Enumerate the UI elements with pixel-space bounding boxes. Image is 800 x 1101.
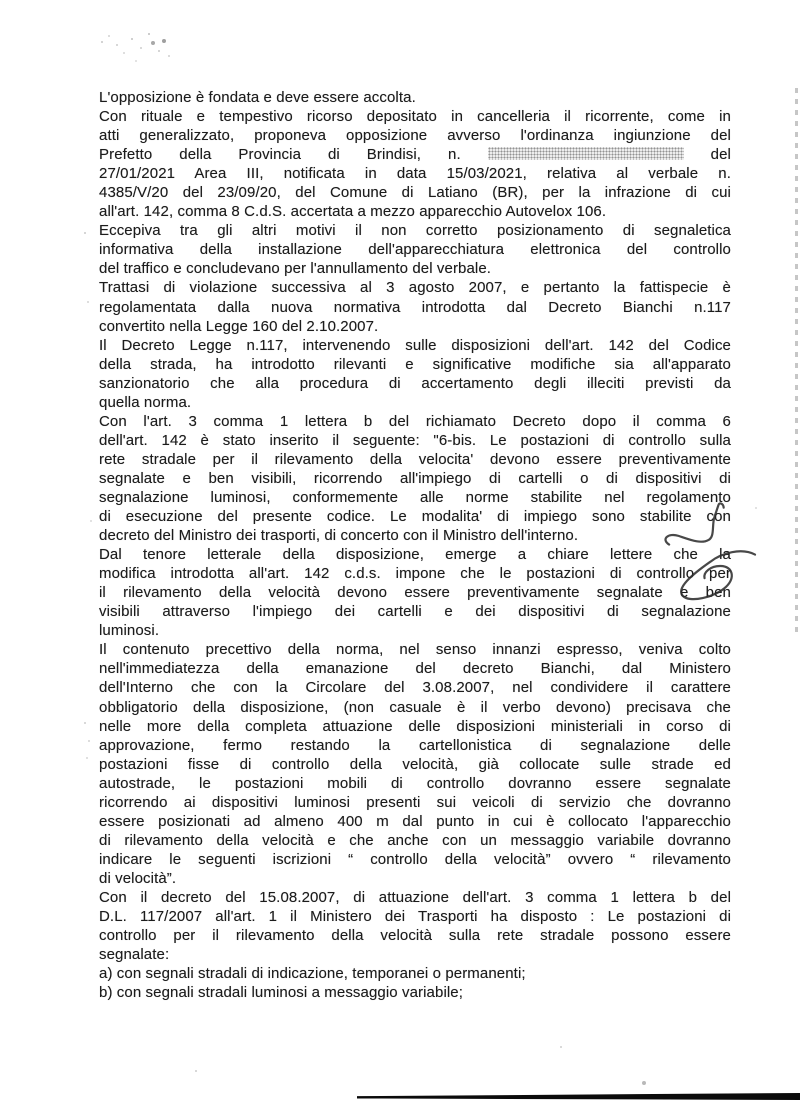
text-line: quella norma. [99, 393, 192, 411]
text-line: essere posizionati ad almeno 400 m dal punto in cui è collocato l'apparecchio [99, 812, 731, 830]
text-line: dell'art. 142 è stato inserito il seguente: "6-bis. Le postazioni di controllo sulla [99, 431, 731, 449]
text-line: Dal tenore letterale della disposizione, emerge a chiare lettere che la [99, 546, 731, 564]
text-line: informativa della installazione dell'apparecchiatura elettronica del controllo [99, 241, 731, 259]
text-line: Con il decreto del 15.08.2007, di attuazione dell'art. 3 comma 1 lettera b del [99, 888, 731, 906]
text-line: indicare le seguenti iscrizioni “ controllo della velocità” ovvero “ rilevamento [99, 850, 731, 868]
text-line: segnalazione luminosi, conformemente alle norme stabilite nel regolamento [99, 488, 731, 506]
scan-noise-speckles [0, 0, 2, 2]
text-line: b) con segnali stradali luminosi a messaggio variabile; [99, 984, 464, 1002]
text-line: 27/01/2021 Area III, notificata in data 15/03/2021, relativa al verbale n. [99, 165, 731, 183]
bottom-scan-edge [357, 1093, 800, 1100]
text-line: regolamentata dalla nuova normativa introdotta dal Decreto Bianchi n.117 [99, 298, 731, 316]
text-line: 4385/V/20 del 23/09/20, del Comune di Latiano (BR), per la infrazione di cui [99, 184, 731, 202]
text-line: dell'Interno che con la Circolare del 3.08.2007, nel condividere il carattere [99, 679, 731, 697]
text-line: nell'immediatezza della emanazione del decreto Bianchi, dal Ministero [99, 660, 731, 678]
text-line: luminosi. [99, 622, 160, 640]
text-line: Il Decreto Legge n.117, intervenendo sulle disposizioni dell'art. 142 del Codice [99, 336, 731, 354]
text-line: D.L. 117/2007 all'art. 1 il Ministero dei Trasporti ha disposto : Le postazioni di [99, 908, 731, 926]
text-line: segnalate e ben visibili, ricorrendo all'impiego di cartelli o di dispositivi di [99, 469, 731, 487]
text-line: nelle more della completa attuazione delle disposizioni ministeriali in corso di [99, 717, 731, 735]
text-line: approvazione, fermo restando la cartellonistica di segnalazione delle [99, 736, 731, 754]
text-line: del traffico e concludevano per l'annullamento del verbale. [99, 260, 492, 278]
text-line: il rilevamento della velocità devono essere preventivamente segnalate e ben [99, 584, 731, 602]
redaction-block [488, 147, 684, 160]
text-line: obbligatorio della disposizione, (non casuale è il verbo devono) precisava che [99, 698, 731, 716]
text-line: di velocità”. [99, 869, 177, 887]
text-line: a) con segnali stradali di indicazione, temporanei o permanenti; [99, 965, 526, 983]
text-line: atti generalizzato, proponeva opposizione avverso l'ordinanza ingiunzione del [99, 127, 731, 145]
text-line: di esecuzione del presente codice. Le modalita' di impiego sono stabilite con [99, 508, 731, 526]
text-line: L'opposizione è fondata e deve essere accolta. [99, 89, 416, 106]
text-line: modifica introdotta all'art. 142 c.d.s. impone che le postazioni di controllo per [99, 565, 731, 583]
text-segment-after-redaction: del [710, 146, 731, 164]
right-edge-dashed-scan-line [795, 88, 798, 633]
text-line: sanzionatorio che alla procedura di accertamento degli illeciti previsti da [99, 374, 731, 392]
text-line: rete stradale per il rilevamento della velocita' devono essere preventivamente [99, 450, 731, 468]
text-line: all'art. 142, comma 8 C.d.S. accertata a mezzo apparecchio Autovelox 106. [99, 203, 607, 221]
text-line: Il contenuto precettivo della norma, nel senso innanzi espresso, veniva colto [99, 641, 731, 659]
text-line: convertito nella Legge 160 del 2.10.2007. [99, 317, 379, 335]
text-line: decreto del Ministro dei trasporti, di concerto con il Ministro dell'interno. [99, 527, 579, 545]
text-line: della strada, ha introdotto rilevanti e significative modifiche sia all'apparato [99, 355, 731, 373]
text-line: visibili attraverso l'impiego dei cartelli e dei dispositivi di segnalazione [99, 603, 731, 621]
text-line [99, 145, 731, 164]
text-line: Con l'art. 3 comma 1 lettera b del richiamato Decreto dopo il comma 6 [99, 412, 731, 430]
document-text [99, 88, 731, 1002]
text-line: di rilevamento della velocità e che anche con un messaggio variabile dovranno [99, 831, 731, 849]
text-line: ricorrendo ai dispositivi luminosi presenti sui veicoli di servizio che dovranno [99, 793, 731, 811]
text-line: Eccepiva tra gli altri motivi il non corretto posizionamento di segnaletica [99, 222, 731, 240]
text-line: Trattasi di violazione successiva al 3 agosto 2007, e pertanto la fattispecie è [99, 279, 731, 297]
text-line: segnalate: [99, 946, 170, 964]
text-line: controllo per il rilevamento della velocità sulla rete stradale possono essere [99, 927, 731, 945]
text-line: postazioni fisse di controllo della velocità, già collocate sulle strade ed [99, 755, 731, 773]
text-line: autostrade, le postazioni mobili di controllo dovranno essere segnalate [99, 774, 731, 792]
text-segment-before-redaction: Prefetto della Provincia di Brindisi, n. [99, 146, 461, 164]
text-line: Con rituale e tempestivo ricorso depositato in cancelleria il ricorrente, come in [99, 108, 731, 126]
handwritten-initials-signature [645, 482, 766, 629]
